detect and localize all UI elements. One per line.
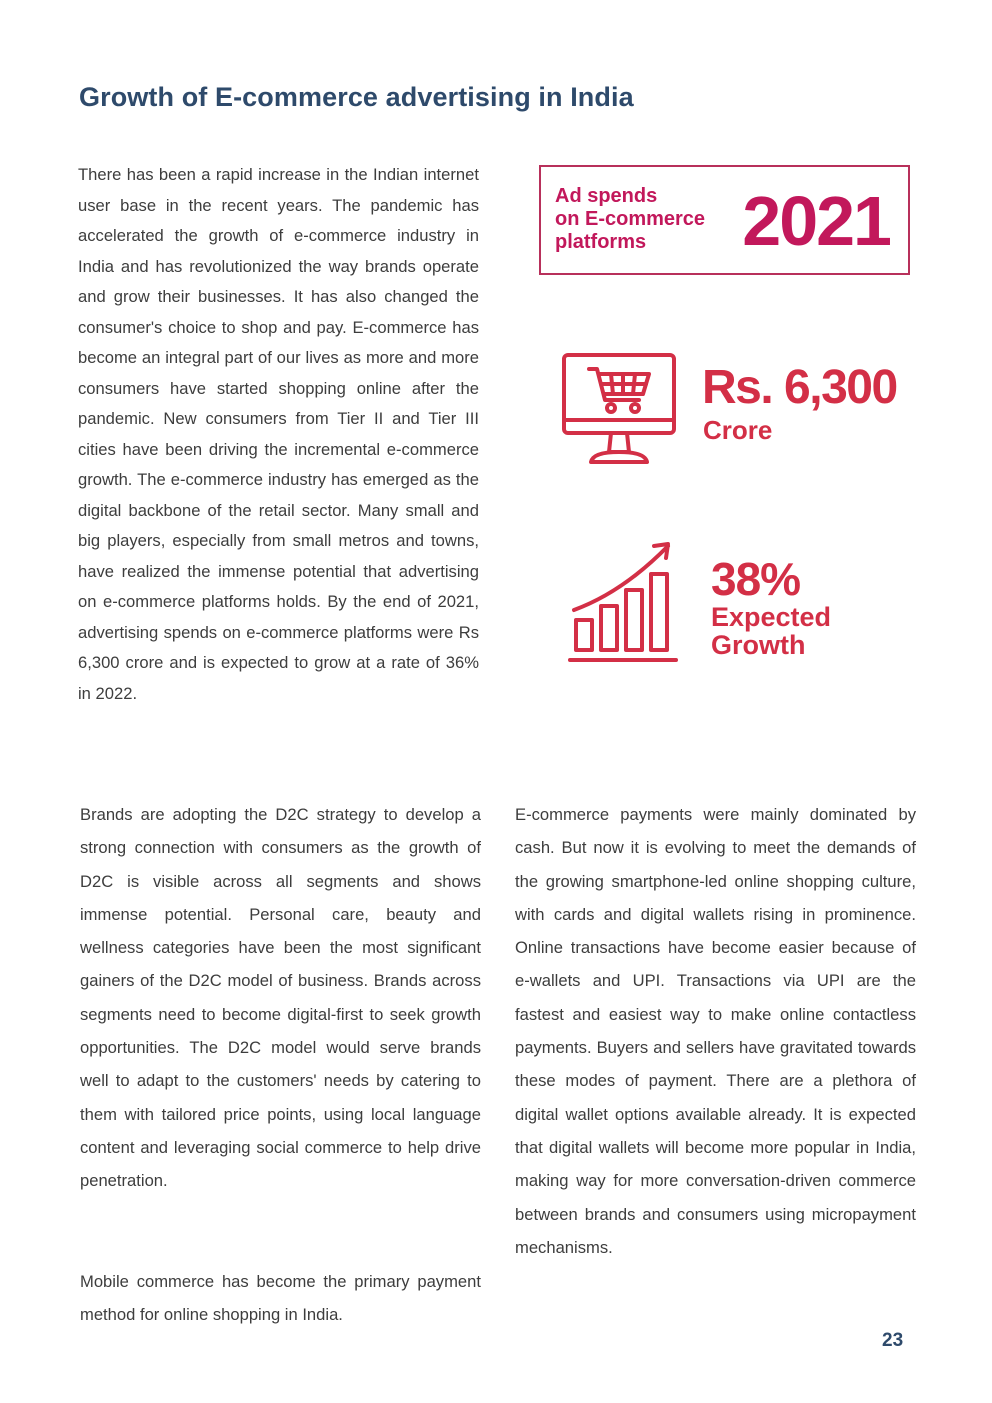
payments-paragraph: E-commerce payments were mainly dominated by cash. But now it is evolving to meet the demands of the growing smartphone-led online shopping culture, with cards and digital wallets rising in prominence. Online transactions have become easier because of e-wallets and UPI. Transactions via UPI are the fastest and easiest way to make online contactless payments. Buyers and sellers have gravitated towards these modes of payment. There are a plethora of digital wallet options available already. It is expected that digital wallets will become more popular in India, making way for more conversation-driven commerce between brands and consumers using micropayment mechanisms. xyxy=(515,805,916,1257)
ad-spend-unit: Crore xyxy=(703,415,773,445)
page-title: Growth of E-commerce advertising in India xyxy=(79,82,634,112)
ad-spends-highlight-box xyxy=(539,165,910,275)
monitor-cart-icon xyxy=(561,352,677,466)
intro-paragraph: There has been a rapid increase in the Indian internet user base in the recent years. The pandemic has accelerated the growth of e-commerce industry in India and has revolutionized the way brands operate and grow their businesses. It has also changed the consumer's choice to shop and pay. E-commerce has become an integral part of our lives as more and more consumers have started shopping online after the pandemic. New consumers from Tier II and Tier III cities have been driving the incremental e-commerce growth. The e-commerce industry has emerged as the digital backbone of the retail sector. Many small and big players, especially from small metros and towns, have realized the immense potential that advertising on e-commerce platforms holds. By the end of 2021, advertising spends on e-commerce platforms were Rs 6,300 crore and is expected to grow at a rate of 36% in 2022. xyxy=(78,165,479,703)
ad-spend-amount: Rs. 6,300 xyxy=(702,361,897,414)
expected-growth-label: Expected Growth xyxy=(711,602,832,660)
d2c-paragraph: Brands are adopting the D2C strategy to develop a strong connection with consumers as the growth of D2C is visible across all segments and shows immense potential. Personal care, beauty and wellness categories have been the most significant gainers of the D2C model of business. Brands across segments need to become digital-first to seek growth opportunities. The D2C model would serve brands well to adapt to the customers' needs by catering to them with tailored price points, using local language content and leveraging social commerce to help drive penetration. xyxy=(80,805,481,1191)
page-number: 23 xyxy=(882,1330,904,1351)
growth-chart-icon xyxy=(568,540,678,666)
ad-spends-year: 2021 xyxy=(742,182,890,260)
mobile-commerce-paragraph: Mobile commerce has become the primary payment method for online shopping in India. xyxy=(80,1272,481,1325)
expected-growth-percent: 38% xyxy=(711,553,801,605)
ad-spends-label: Ad spends on E-commerce platforms xyxy=(555,185,706,253)
